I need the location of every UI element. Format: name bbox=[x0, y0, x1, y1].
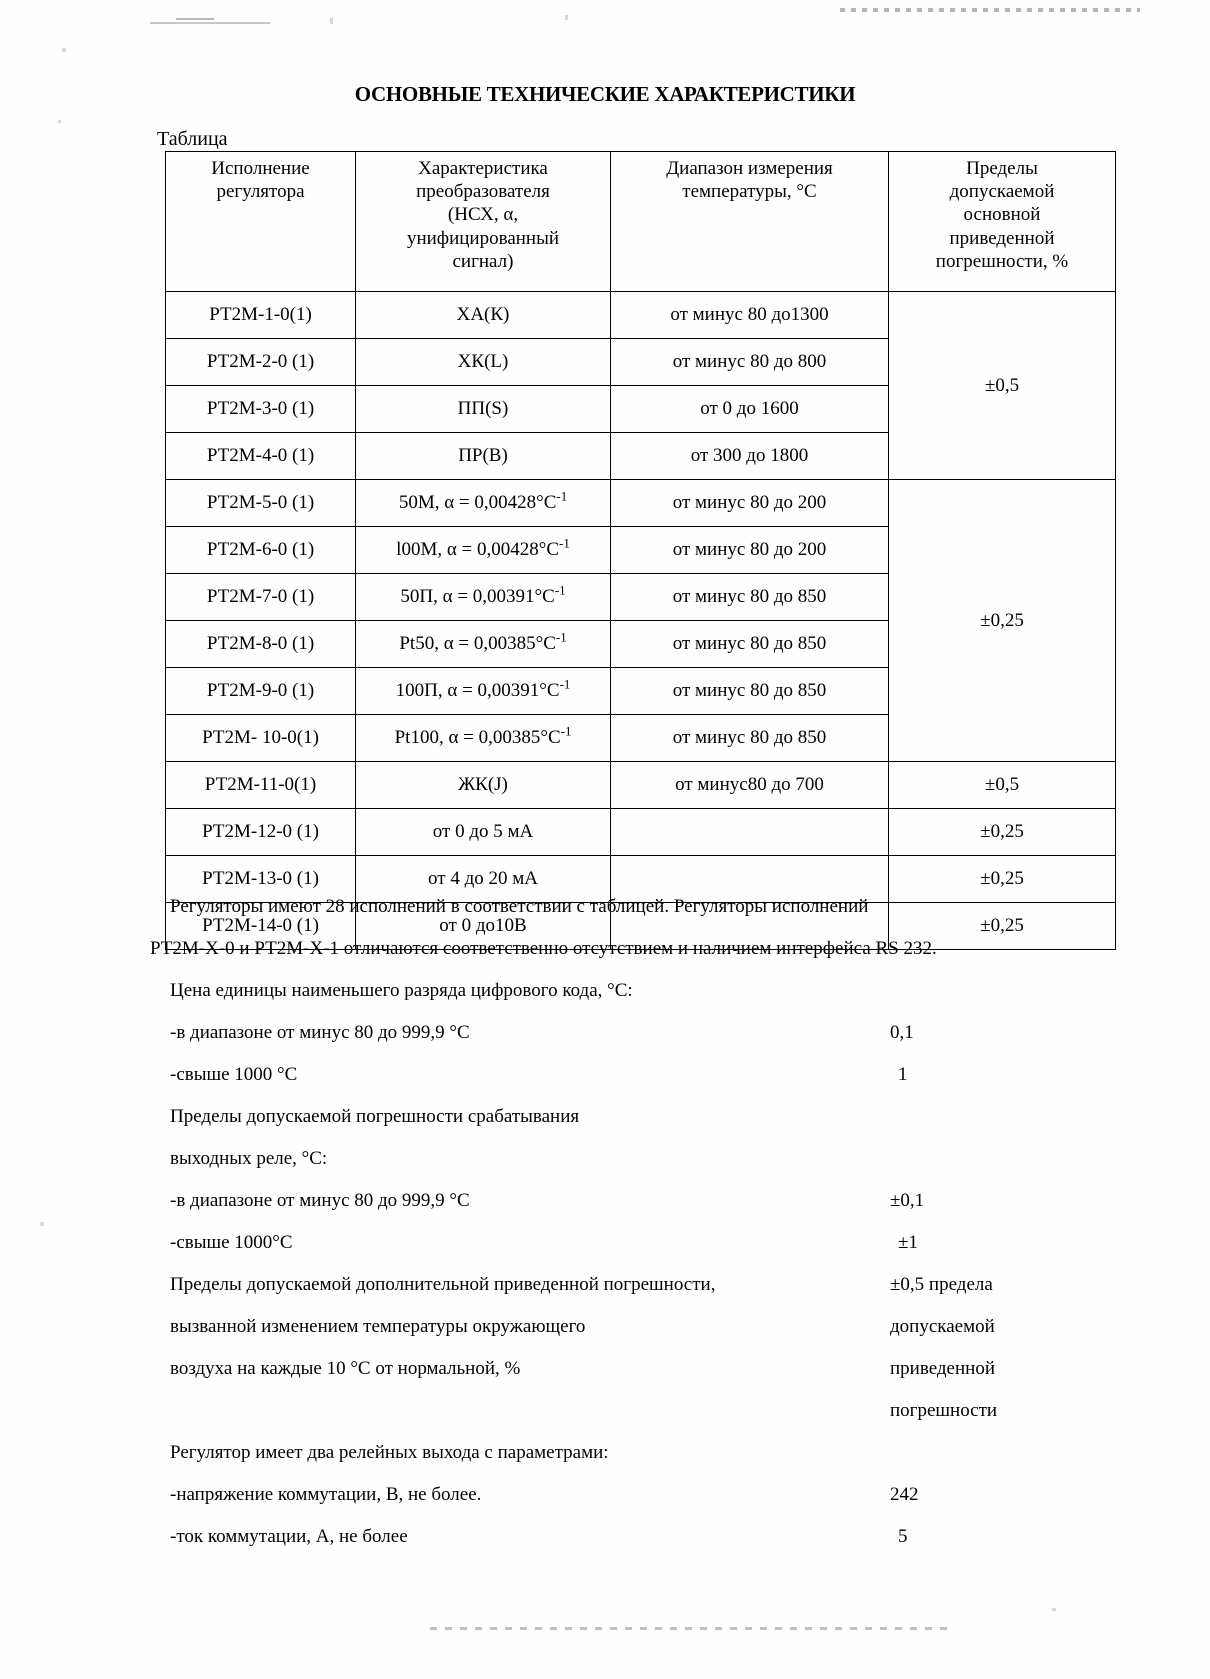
cell-model: РТ2М-11-0(1) bbox=[166, 762, 356, 809]
page-title: ОСНОВНЫЕ ТЕХНИЧЕСКИЕ ХАРАКТЕРИСТИКИ bbox=[354, 82, 856, 106]
cell-range: от 0 до 1600 bbox=[611, 386, 889, 433]
scan-artifact-speck bbox=[565, 15, 568, 20]
table-row bbox=[166, 809, 1116, 856]
column-header-accuracy bbox=[889, 152, 1116, 292]
header-line: унифицированный bbox=[406, 227, 560, 249]
cell-accuracy-merged: ±0,25 bbox=[889, 480, 1116, 762]
sensor-exponent: -1 bbox=[559, 536, 570, 552]
cell-accuracy: ±0,25 bbox=[889, 903, 1116, 950]
text-line: Регулятор имеет два релейных выхода с параметрами: bbox=[170, 1442, 609, 1463]
spec-value: допускаемой bbox=[890, 1316, 995, 1337]
spec-line bbox=[150, 1526, 1095, 1568]
paragraph-line bbox=[150, 1148, 1095, 1190]
cell-range: от минус80 до 700 bbox=[611, 762, 889, 809]
header-line: Исполнение bbox=[211, 158, 310, 179]
spec-value: ±1 bbox=[898, 1232, 918, 1253]
sensor-exponent: -1 bbox=[556, 489, 568, 505]
spec-line bbox=[150, 1190, 1095, 1232]
cell-model: РТ2М-12-0 (1) bbox=[166, 809, 356, 856]
text-line: вызванной изменением температуры окружающего bbox=[170, 1316, 586, 1337]
paragraph-line bbox=[150, 896, 1095, 938]
spec-label: -напряжение коммутации, В, не более. bbox=[170, 1484, 482, 1505]
spec-value: 0,1 bbox=[890, 1022, 914, 1043]
column-header-sensor bbox=[356, 152, 611, 292]
cell-sensor bbox=[356, 386, 611, 433]
header-line: температуры, °С bbox=[682, 181, 817, 203]
spec-line bbox=[150, 1400, 1095, 1442]
sensor-text: ПП(S) bbox=[457, 398, 509, 420]
sensor-text: ПР(В) bbox=[458, 445, 508, 467]
sensor-text: 50П, α = 0,00391°С bbox=[400, 586, 555, 608]
scan-artifact-line bbox=[176, 18, 214, 20]
cell-model: РТ2М-3-0 (1) bbox=[166, 386, 356, 433]
spec-line bbox=[150, 1022, 1095, 1064]
sensor-exponent: -1 bbox=[559, 677, 571, 693]
spec-value: приведенной bbox=[890, 1358, 995, 1379]
spec-line bbox=[150, 1316, 1095, 1358]
cell-range: от минус 80 до1300 bbox=[611, 292, 889, 339]
scan-artifact-speck bbox=[1052, 1608, 1056, 1611]
sensor-text: 50М, α = 0,00428°С bbox=[398, 492, 557, 514]
cell-accuracy: ±0,5 bbox=[889, 762, 1116, 809]
spec-line bbox=[150, 1484, 1095, 1526]
cell-sensor: от 4 до 20 мА bbox=[356, 856, 611, 903]
sensor-text: l00М, α = 0,00428°С bbox=[396, 539, 560, 561]
sensor-text: ХА(К) bbox=[456, 304, 510, 326]
sensor-exponent: -1 bbox=[554, 583, 566, 599]
cell-sensor bbox=[356, 292, 611, 339]
specifications-table bbox=[165, 151, 1116, 950]
scan-artifact-speck bbox=[330, 18, 333, 24]
cell-model: РТ2М-4-0 (1) bbox=[166, 433, 356, 480]
table-body bbox=[166, 292, 1116, 950]
table-row bbox=[166, 480, 1116, 527]
text-line: воздуха на каждые 10 °С от нормальной, % bbox=[170, 1358, 521, 1379]
paragraph-line bbox=[150, 938, 1095, 980]
cell-sensor bbox=[356, 715, 611, 762]
sensor-exponent: -1 bbox=[560, 724, 572, 740]
cell-sensor bbox=[356, 621, 611, 668]
sensor-text: Pt50, α = 0,00385°С bbox=[399, 633, 556, 655]
text-line: выходных реле, °С: bbox=[170, 1148, 328, 1169]
column-header-range bbox=[611, 152, 889, 292]
header-line: (НСХ, α, bbox=[447, 204, 519, 226]
table-caption: Таблица bbox=[157, 128, 228, 150]
cell-sensor bbox=[356, 480, 611, 527]
spec-label: -свыше 1000°С bbox=[170, 1232, 293, 1253]
header-line: преобразователя bbox=[416, 181, 550, 203]
scan-artifact-speck bbox=[62, 48, 66, 52]
header-line: Пределы bbox=[966, 158, 1038, 179]
scan-artifact-speck bbox=[40, 1222, 44, 1226]
scan-artifact-speck bbox=[58, 120, 61, 123]
cell-sensor bbox=[356, 668, 611, 715]
sensor-exponent: -1 bbox=[555, 630, 567, 646]
cell-accuracy-merged: ±0,5 bbox=[889, 292, 1116, 480]
spec-value: 5 bbox=[898, 1526, 908, 1547]
cell-model: РТ2М-2-0 (1) bbox=[166, 339, 356, 386]
spec-value: 1 bbox=[898, 1064, 908, 1085]
paragraph-heading bbox=[150, 1442, 1095, 1484]
cell-range: от минус 80 до 800 bbox=[611, 339, 889, 386]
sensor-text: ХК(L) bbox=[457, 351, 509, 373]
cell-sensor bbox=[356, 339, 611, 386]
spec-label: -ток коммутации, А, не более bbox=[170, 1526, 408, 1547]
cell-model: РТ2М-14-0 (1) bbox=[166, 903, 356, 950]
cell-model: РТ2М-7-0 (1) bbox=[166, 574, 356, 621]
paragraph-heading bbox=[150, 1106, 1095, 1148]
cell-sensor bbox=[356, 527, 611, 574]
text-line: Пределы допускаемой дополнительной приведенной погрешности, bbox=[170, 1274, 716, 1295]
header-line: регулятора bbox=[216, 181, 305, 203]
scan-artifact-line bbox=[150, 22, 270, 24]
text-line: РТ2М-Х-0 и РТ2М-Х-1 отличаются соответственно отсутствием и наличием интерфейса RS 232. bbox=[150, 938, 937, 959]
spec-value: 242 bbox=[890, 1484, 919, 1505]
cell-model: РТ2М-1-0(1) bbox=[166, 292, 356, 339]
cell-accuracy: ±0,25 bbox=[889, 809, 1116, 856]
table-row bbox=[166, 292, 1116, 339]
header-line: основной bbox=[963, 204, 1041, 226]
spec-value: погрешности bbox=[890, 1400, 998, 1421]
cell-range: от минус 80 до 850 bbox=[611, 668, 889, 715]
sensor-text: 100П, α = 0,00391°С bbox=[395, 680, 560, 702]
header-line: допускаемой bbox=[949, 181, 1055, 203]
header-line: приведенной bbox=[949, 227, 1055, 249]
text-line: Пределы допускаемой погрешности срабатывания bbox=[170, 1106, 580, 1127]
spec-label: -в диапазоне от минус 80 до 999,9 °С bbox=[170, 1022, 470, 1043]
cell-sensor: от 0 до 5 мА bbox=[356, 809, 611, 856]
scan-artifact-dots bbox=[840, 8, 1140, 12]
text-line: Цена единицы наименьшего разряда цифрового кода, °С: bbox=[170, 980, 633, 1001]
cell-model: РТ2М-13-0 (1) bbox=[166, 856, 356, 903]
cell-range: от минус 80 до 850 bbox=[611, 621, 889, 668]
cell-sensor: ЖК(J) bbox=[356, 762, 611, 809]
spec-label: -в диапазоне от минус 80 до 999,9 °С bbox=[170, 1190, 470, 1211]
header-line: сигнал) bbox=[452, 250, 514, 272]
header-line: погрешности, % bbox=[935, 250, 1069, 272]
spec-line bbox=[150, 1232, 1095, 1274]
cell-model: РТ2М-5-0 (1) bbox=[166, 480, 356, 527]
cell-range: от минус 80 до 200 bbox=[611, 527, 889, 574]
cell-range: от 300 до 1800 bbox=[611, 433, 889, 480]
paragraph-heading bbox=[150, 980, 1095, 1022]
cell-sensor bbox=[356, 433, 611, 480]
spec-line bbox=[150, 1274, 1095, 1316]
spec-line bbox=[150, 1064, 1095, 1106]
spec-value: ±0,1 bbox=[890, 1190, 925, 1211]
scan-artifact-dots bbox=[430, 1627, 950, 1630]
header-line: Диапазон измерения bbox=[666, 158, 833, 179]
column-header-model bbox=[166, 152, 356, 292]
cell-accuracy: ±0,25 bbox=[889, 856, 1116, 903]
cell-model: РТ2М-9-0 (1) bbox=[166, 668, 356, 715]
body-text-block bbox=[150, 896, 1095, 1568]
spec-line bbox=[150, 1358, 1095, 1400]
cell-sensor: от 0 до10В bbox=[356, 903, 611, 950]
cell-model: РТ2М-8-0 (1) bbox=[166, 621, 356, 668]
cell-range: от минус 80 до 850 bbox=[611, 574, 889, 621]
table-header-row bbox=[166, 152, 1116, 292]
cell-range: от минус 80 до 200 bbox=[611, 480, 889, 527]
cell-model: РТ2М-6-0 (1) bbox=[166, 527, 356, 574]
text-line: Регуляторы имеют 28 исполнений в соответствии с таблицей. Регуляторы исполнений bbox=[170, 896, 869, 917]
sensor-text: Pt100, α = 0,00385°С bbox=[394, 727, 561, 749]
cell-range bbox=[611, 809, 889, 856]
cell-model: РТ2М- 10-0(1) bbox=[166, 715, 356, 762]
table-row bbox=[166, 762, 1116, 809]
header-line: Характеристика bbox=[418, 158, 548, 179]
spec-value: ±0,5 предела bbox=[890, 1274, 993, 1295]
spec-label: -свыше 1000 °С bbox=[170, 1064, 298, 1085]
cell-sensor bbox=[356, 574, 611, 621]
cell-range: от минус 80 до 850 bbox=[611, 715, 889, 762]
